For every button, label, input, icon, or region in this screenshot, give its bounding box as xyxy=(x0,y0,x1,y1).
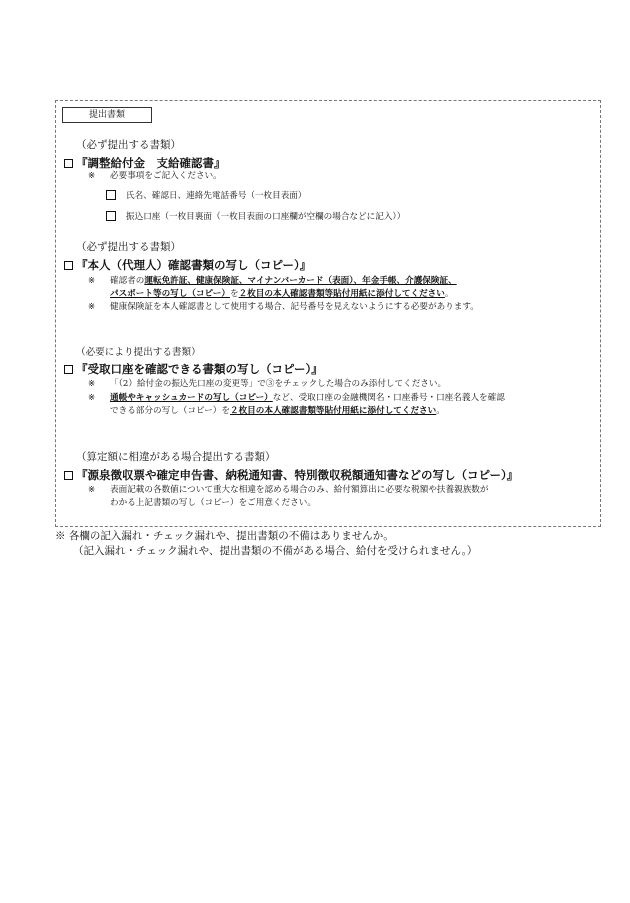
note-mark: ※ xyxy=(88,276,96,286)
sub-item-2-label: 振込口座（一枚目裏面（一枚目表面の口座欄が空欄の場合などに記入）） xyxy=(126,212,406,222)
section-3-checkbox[interactable] xyxy=(64,365,73,374)
section-2-title-row xyxy=(64,257,311,273)
footer-line-2: （記入漏れ・チェック漏れや、提出書類の不備がある場合、給付を受けられません。） xyxy=(73,545,478,557)
section-3-title: 『受取口座を確認できる書類の写し（コピー）』 xyxy=(76,362,323,376)
section-2-title: 『本人（代理人）確認書類の写し（コピー）』 xyxy=(76,258,312,272)
note-mark: ※ xyxy=(88,393,96,403)
sub-item-2-checkbox[interactable] xyxy=(106,211,116,221)
section-1-sub-item-1 xyxy=(106,189,306,201)
footer-note xyxy=(55,529,477,559)
section-4-note xyxy=(88,484,488,510)
attach-instruction: ２枚目の本人確認書類等貼付用紙に添付してください xyxy=(229,406,437,416)
id-documents-list: 運転免許証、健康保険証、マイナンバーカード（表面）、年金手帳、介護保険証、 xyxy=(144,276,457,286)
section-4-title-row xyxy=(64,467,518,483)
note-end: 。 xyxy=(444,289,454,299)
section-2-note-2-text: 健康保険証を本人確認書として使用する場合、記号番号を見えないようにする必要があります。 xyxy=(110,302,479,312)
section-1-note xyxy=(88,170,222,183)
section-3-note-1-text: 「（2）給付金の振込先口座の変更等」で③をチェックした場合のみ添付してください。 xyxy=(110,379,447,389)
section-1-title-row xyxy=(64,155,226,171)
note-lead: 確認者の xyxy=(110,276,145,286)
note-mid: を xyxy=(229,289,239,299)
section-2-checkbox[interactable] xyxy=(64,261,73,270)
section-2-note-1 xyxy=(88,275,457,301)
note-rest-2: できる部分の写し（コピー）を xyxy=(110,406,230,416)
section-4-category: （算定額に相違がある場合提出する書類） xyxy=(76,451,276,463)
section-4-title: 『源泉徴収票や確定申告書、納税通知書、特別徴収税額通知書などの写し（コピー）』 xyxy=(76,468,519,482)
note-mark: ※ xyxy=(88,171,96,181)
id-documents-list-cont: パスポート等の写し（コピー） xyxy=(110,289,230,299)
section-1-note-text: 必要事項をご記入ください。 xyxy=(110,171,222,181)
section-3-title-row xyxy=(64,361,323,377)
note-mark: ※ xyxy=(88,302,96,312)
sub-item-1-checkbox[interactable] xyxy=(106,190,116,200)
attach-instruction: ２枚目の本人確認書類等貼付用紙に添付してください xyxy=(238,289,445,299)
note-rest-1: など、受取口座の金融機関名・口座番号・口座名義人を確認 xyxy=(272,393,505,403)
section-3-note-1 xyxy=(88,378,446,391)
sub-item-1-label: 氏名、確認日、連絡先電話番号（一枚目表面） xyxy=(126,191,307,201)
note-end: 。 xyxy=(436,406,445,416)
account-documents: 通帳やキャッシュカードの写し（コピー） xyxy=(110,393,273,403)
footer-line-1: ※ 各欄の記入漏れ・チェック漏れや、提出書類の不備はありませんか。 xyxy=(55,530,394,542)
section-4-note-line-2: わかる上記書類の写し（コピー）をご用意ください。 xyxy=(110,498,316,508)
section-2-category: （必ず提出する書類） xyxy=(76,241,181,253)
section-1-title: 『調整給付金 支給確認書』 xyxy=(76,156,226,170)
section-4-note-line-1: 表面記載の各数値について重大な相違を認める場合のみ、給付額算出に必要な税額や扶養親族数が xyxy=(110,485,489,495)
section-1-checkbox[interactable] xyxy=(64,159,73,168)
section-1-category: （必ず提出する書類） xyxy=(76,139,181,151)
section-1-sub-item-2 xyxy=(106,210,405,222)
section-3-category: （必要により提出する書類） xyxy=(76,347,201,358)
section-2-note-2 xyxy=(88,301,479,314)
note-mark: ※ xyxy=(88,379,96,389)
section-3-note-2 xyxy=(88,392,505,418)
section-tag: 提出書類 xyxy=(62,107,152,123)
section-4-checkbox[interactable] xyxy=(64,471,73,480)
note-mark: ※ xyxy=(88,485,96,495)
